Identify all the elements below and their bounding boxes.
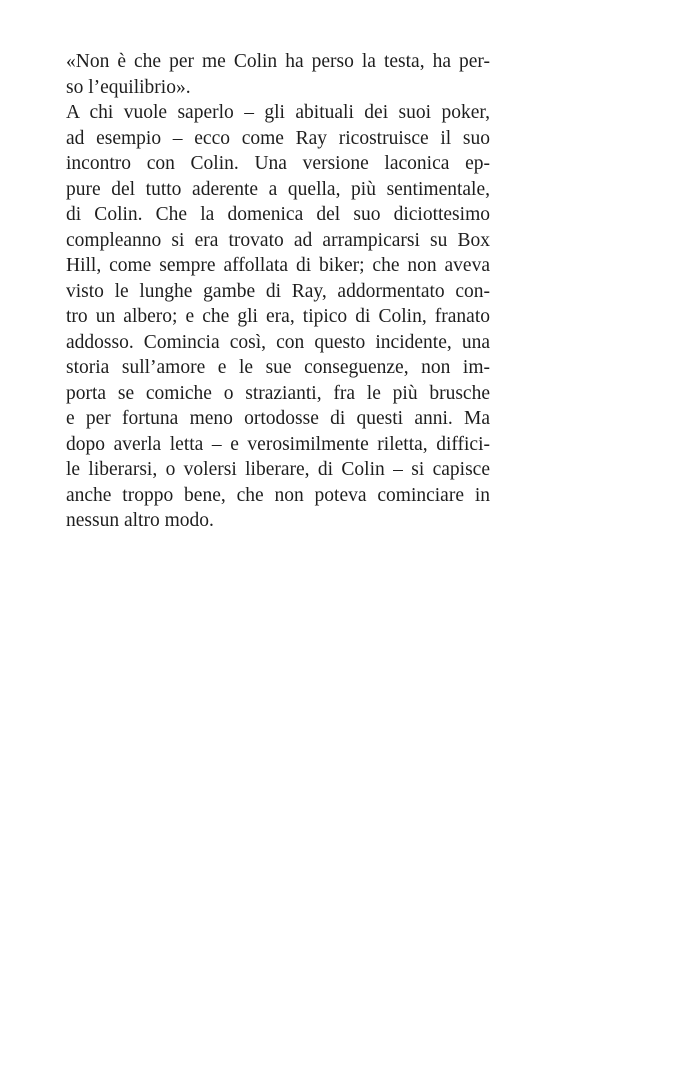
text-line: «Non è che per me Colin ha perso la testa, ha per- [66, 51, 490, 72]
text-line: incontro con Colin. Una versione laconica ep- [66, 153, 490, 174]
text-line: dopo averla letta – e verosimilmente riletta, diffici- [66, 433, 490, 455]
text-line: A chi vuole saperlo – gli abituali dei suoi poker, [66, 102, 490, 123]
text-line: storia sull’amore e le sue conseguenze, non im- [66, 357, 490, 378]
text-line: so l’equilibrio». [66, 76, 191, 98]
text-line: addosso. Comincia così, con questo incidente, una [66, 331, 490, 353]
text-line: anche troppo bene, che non poteva cominciare in [66, 484, 490, 506]
text-line: porta se comiche o strazianti, fra le più brusche [66, 382, 490, 404]
text-line: pure del tutto aderente a quella, più sentimentale, [66, 178, 490, 200]
text-line: tro un albero; e che gli era, tipico di Colin, franato [66, 306, 490, 327]
text-line: nessun altro modo. [66, 510, 214, 531]
text-line: compleanno si era trovato ad arrampicarsi su Box [66, 229, 490, 251]
text-line: le liberarsi, o volersi liberare, di Colin – si capisce [66, 459, 490, 480]
text-line: di Colin. Che la domenica del suo diciottesimo [66, 204, 490, 225]
text-line: e per fortuna meno ortodosse di questi anni. Ma [66, 408, 490, 429]
text-line: ad esempio – ecco come Ray ricostruisce il suo [66, 127, 490, 149]
text-line: visto le lunghe gambe di Ray, addormentato con- [66, 280, 490, 302]
text-line: Hill, come sempre affollata di biker; che non aveva [66, 255, 490, 276]
body-text [66, 49, 490, 534]
